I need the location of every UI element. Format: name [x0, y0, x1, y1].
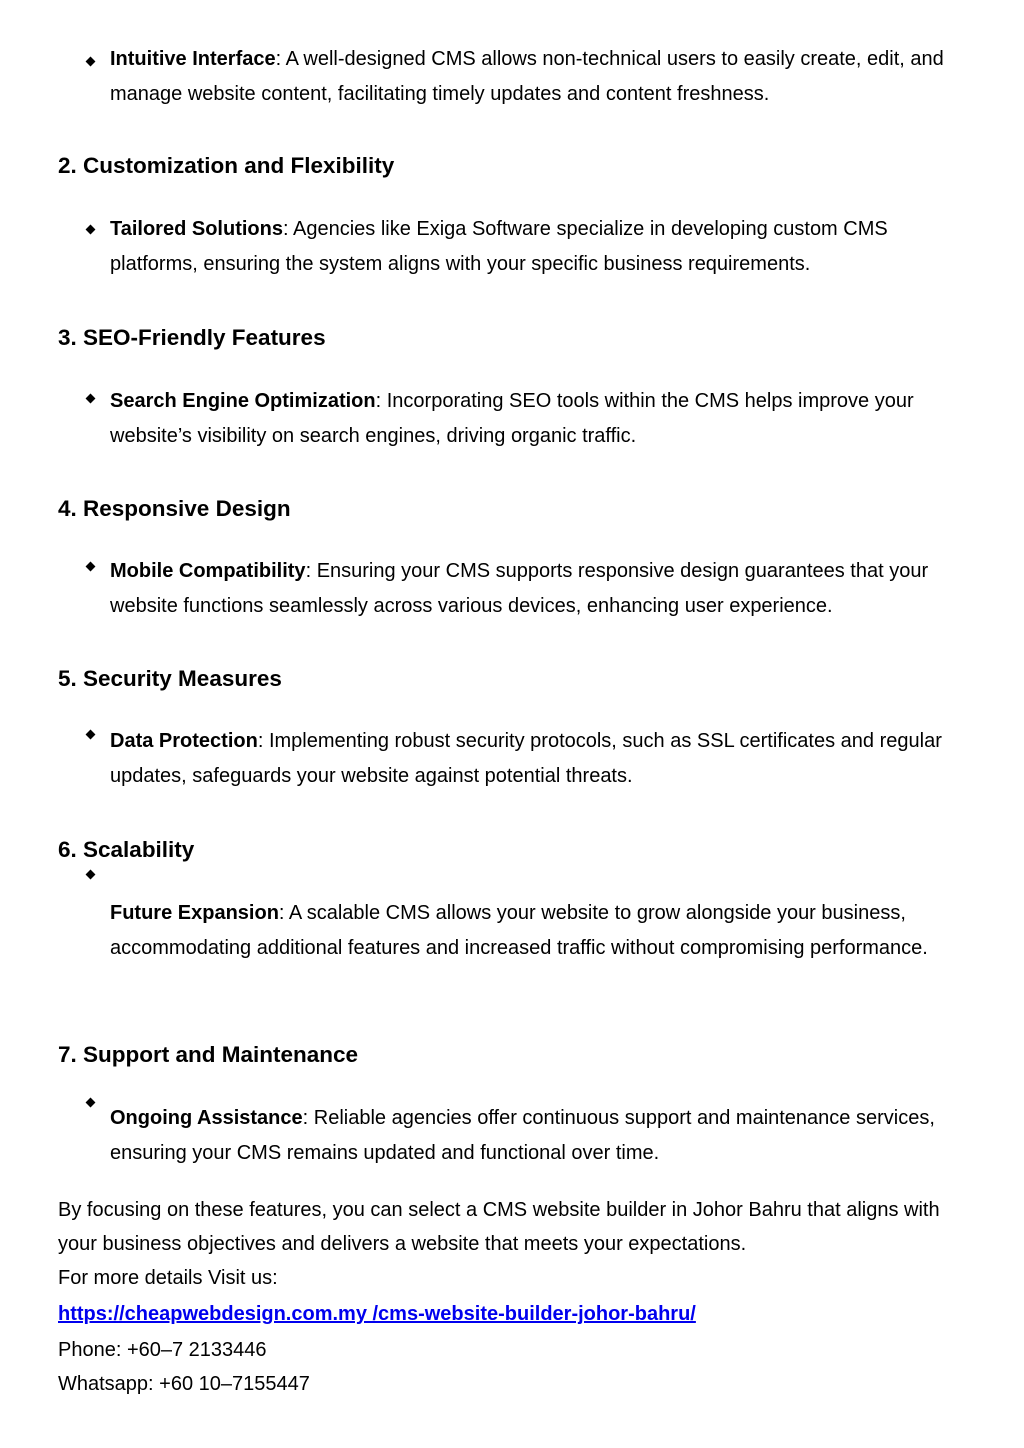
bullet-term: Mobile Compatibility [110, 560, 306, 582]
bullet-intuitive-interface [110, 42, 970, 111]
bullet-tailored-solutions [110, 212, 970, 281]
bullet-search-engine-optimization [110, 384, 970, 453]
bullet-separator: : [278, 902, 289, 924]
section-heading-responsive: 4. Responsive Design [58, 496, 291, 521]
bullet-mobile-compatibility [110, 554, 970, 623]
bullet-diamond-icon [86, 394, 96, 404]
closing-paragraph: By focusing on these features, you can select a CMS website builder in Johor Bahru that aligns with your business objectives and delivers a website that meets your expectations. [58, 1199, 940, 1255]
bullet-diamond-icon [86, 225, 96, 235]
bullet-diamond-icon [86, 562, 96, 572]
bullet-text: Agencies like Exiga Software specialize in developing custom CMS platforms, ensuring the system aligns with your specific business requirements. [110, 218, 888, 275]
bullet-text: Reliable agencies offer continuous support and maintenance services, ensuring your CMS remains updated and functional over time. [110, 1107, 935, 1164]
bullet-ongoing-assistance [110, 1101, 970, 1170]
bullet-diamond-icon [86, 1098, 96, 1108]
bullet-term: Intuitive Interface [110, 48, 276, 70]
bullet-separator: : [302, 1107, 314, 1129]
link-line [58, 1295, 958, 1333]
bullet-text: Incorporating SEO tools within the CMS helps improve your website’s visibility on search engines, driving organic traffic. [110, 390, 914, 447]
closing-block [58, 1193, 958, 1401]
bullet-term: Ongoing Assistance [110, 1107, 303, 1129]
bullet-diamond-icon [86, 57, 96, 67]
section-heading-security: 5. Security Measures [58, 666, 282, 691]
bullet-separator: : [275, 48, 286, 70]
bullet-diamond-icon [86, 870, 96, 880]
section-heading-seo: 3. SEO-Friendly Features [58, 325, 326, 350]
section-heading-scalability: 6. Scalability [58, 837, 195, 862]
section-heading-customization: 2. Customization and Flexibility [58, 153, 395, 178]
section-heading-support: 7. Support and Maintenance [58, 1042, 359, 1067]
whatsapp-line: Whatsapp: +60 10–7155447 [58, 1373, 310, 1395]
bullet-future-expansion [110, 896, 970, 965]
website-link[interactable]: https://cheapwebdesign.com.my /cms-website-builder-johor-bahru/ [58, 1303, 696, 1325]
bullet-term: Tailored Solutions [110, 218, 283, 240]
bullet-term: Future Expansion [110, 902, 279, 924]
bullet-data-protection [110, 724, 970, 793]
bullet-text: A well-designed CMS allows non-technical users to easily create, edit, and manage website content, facilitating timely updates and content freshness. [110, 48, 944, 105]
bullet-separator: : [305, 560, 317, 582]
bullet-text: Implementing robust security protocols, such as SSL certificates and regular updates, safeguards your website against potential threats. [110, 730, 942, 787]
bullet-term: Data Protection [110, 730, 258, 752]
bullet-term: Search Engine Optimization [110, 390, 376, 412]
visit-label: For more details Visit us: [58, 1267, 278, 1289]
bullet-text: A scalable CMS allows your website to grow alongside your business, accommodating additional features and increased traffic without compromising performance. [110, 902, 928, 959]
bullet-separator: : [257, 730, 269, 752]
bullet-separator: : [375, 390, 387, 412]
bullet-diamond-icon [86, 730, 96, 740]
bullet-separator: : [282, 218, 293, 240]
bullet-text: Ensuring your CMS supports responsive design guarantees that your website functions seamlessly across various devices, enhancing user experience. [110, 560, 929, 617]
phone-line: Phone: +60–7 2133446 [58, 1339, 267, 1361]
